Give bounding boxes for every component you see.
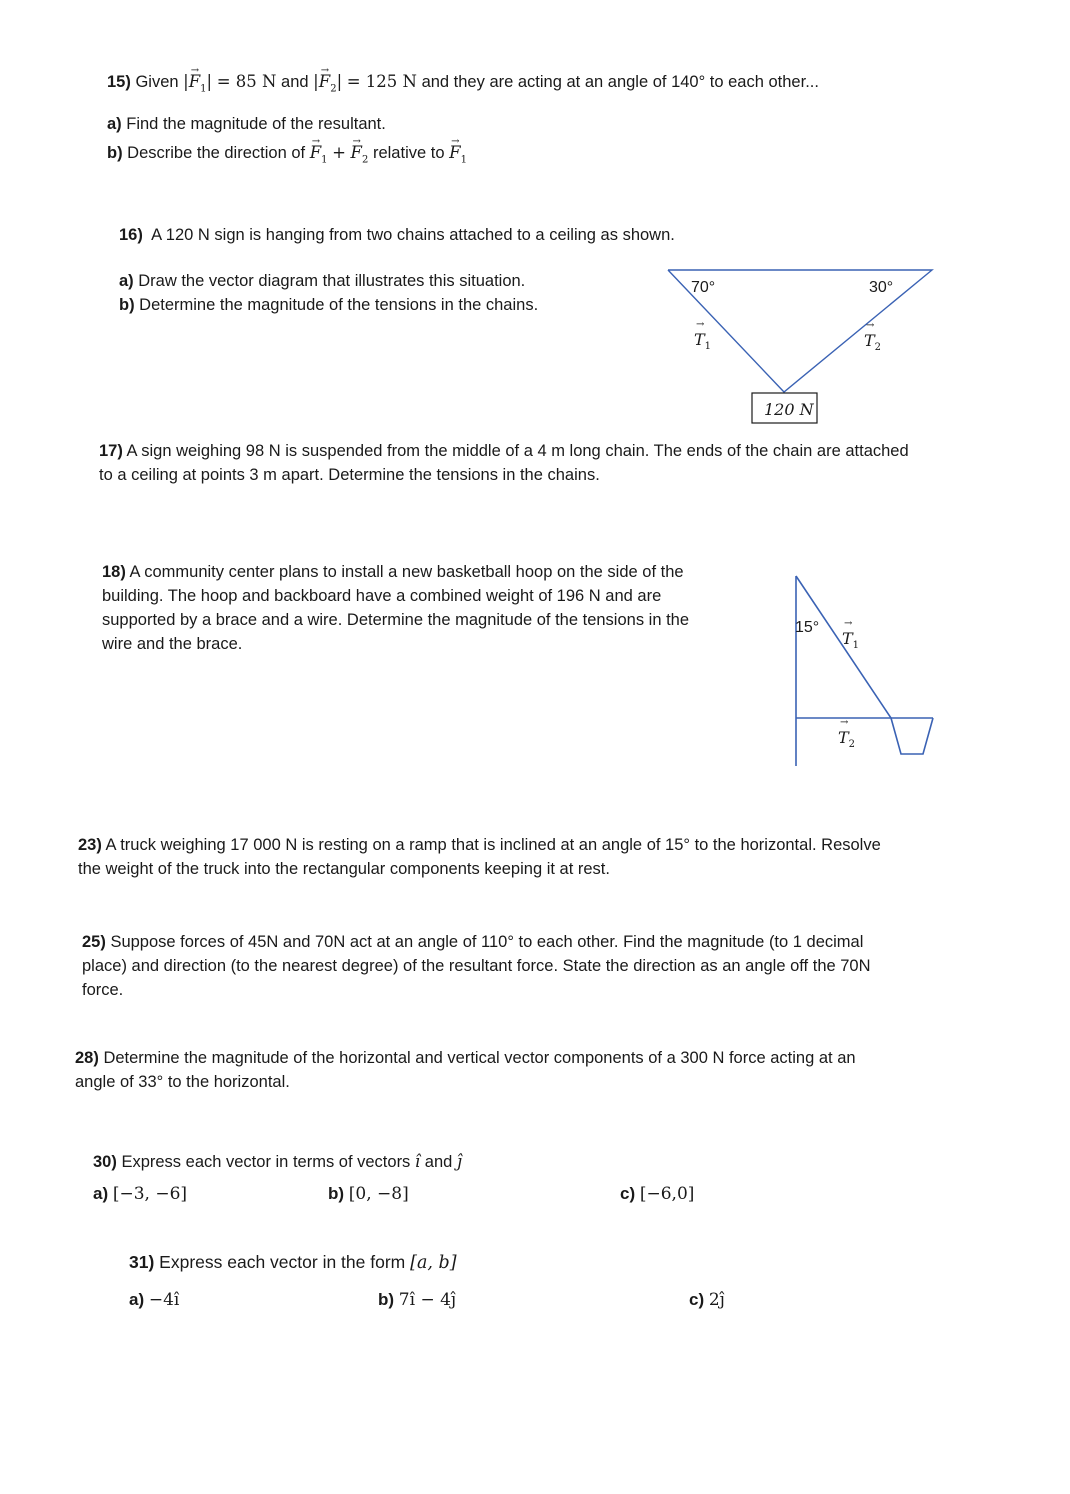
q16-angle-left: 70°: [691, 279, 716, 296]
q15-given: Given: [135, 73, 179, 91]
q30-part-c: c) [−6,0]: [620, 1184, 695, 1204]
q31-part-b: b) 7î − 4ĵ: [378, 1290, 457, 1310]
q15-f1-value: = 85 N: [216, 72, 277, 91]
question-18: 18) A community center plans to install a new basketball hoop on the side of the building. The hoop and backboard have a combined weight of 196 N and are supported by a brace and a wire. Determine the magnitude of the tensions in the wire and the brace.: [102, 563, 690, 653]
question-15: [107, 70, 819, 173]
q15-tail: and they are acting at an angle of 140° to each other...: [421, 73, 819, 91]
q18-t1-label: → $T_1$: [842, 629, 859, 651]
q31-part-a: a) −4î: [129, 1290, 180, 1310]
q18-t2-label: → $T_2$: [838, 728, 855, 750]
q18-angle: 15°: [795, 619, 820, 636]
q15-part-a: a) Find the magnitude of the resultant.: [107, 115, 386, 134]
q31-part-c: c) 2ĵ: [689, 1290, 725, 1310]
question-16: [119, 223, 675, 317]
q16-part-b: b) Determine the magnitude of the tensions in the chains.: [119, 296, 539, 314]
q16-angle-right: 30°: [869, 279, 894, 296]
q15-statement: 15) Given |→ $F_1| = 85$ N and |→ $F_2| = 125$ N and they are acting at an angle of 140° to each other...: [107, 70, 819, 101]
q18-diagram: [785, 570, 945, 770]
question-31: 31) Express each vector in the form [a, b]: [129, 1252, 457, 1273]
q16-statement: 16) A 120 N sign is hanging from two chains attached to a ceiling as shown.: [119, 226, 675, 244]
q30-part-b: b) [0, −8]: [328, 1184, 409, 1204]
q16-t1-label: → $T_1$: [694, 330, 711, 352]
q16-t2-label: → $T_2$: [864, 331, 881, 353]
q15-and: and: [281, 73, 309, 91]
q18-hoop: [891, 718, 933, 754]
q15-f1-vector: → $F_1$: [189, 70, 207, 101]
question-30: 30) Express each vector in terms of vectors î and ĵ: [93, 1152, 463, 1171]
q15-part-b: b) Describe the direction of → $F_1$ + → $F_2$ relative to → $F_1$: [107, 141, 819, 172]
q30-part-a: a) [−3, −6]: [93, 1184, 188, 1204]
q15-number: 15): [107, 73, 131, 91]
question-25: 25) Suppose forces of 45N and 70N act at an angle of 110° to each other. Find the magnitude (to 1 decimal place) and direction (to the nearest degree) of the resultant force. State the direction as an angle off the 70N force.: [82, 933, 871, 999]
question-28: 28) Determine the magnitude of the horizontal and vertical vector components of a 300 N force acting at an angle of 33° to the horizontal.: [75, 1049, 856, 1091]
q16-weight-label: 120 N: [764, 400, 814, 419]
question-17: 17) A sign weighing 98 N is suspended from the middle of a 4 m long chain. The ends of the chain are attached to a ceiling at points 3 m apart. Determine the tensions in the chains.: [99, 442, 909, 484]
q15-f2-value: = 125 N: [346, 72, 417, 91]
q16-part-a: a) Draw the vector diagram that illustrates this situation.: [119, 272, 526, 290]
q15-f2-vector: → $F_2$: [319, 70, 337, 101]
question-23: 23) A truck weighing 17 000 N is resting on a ramp that is inclined at an angle of 15° to the horizontal. Resolve the weight of the truck into the rectangular components keeping it at rest.: [78, 836, 881, 878]
